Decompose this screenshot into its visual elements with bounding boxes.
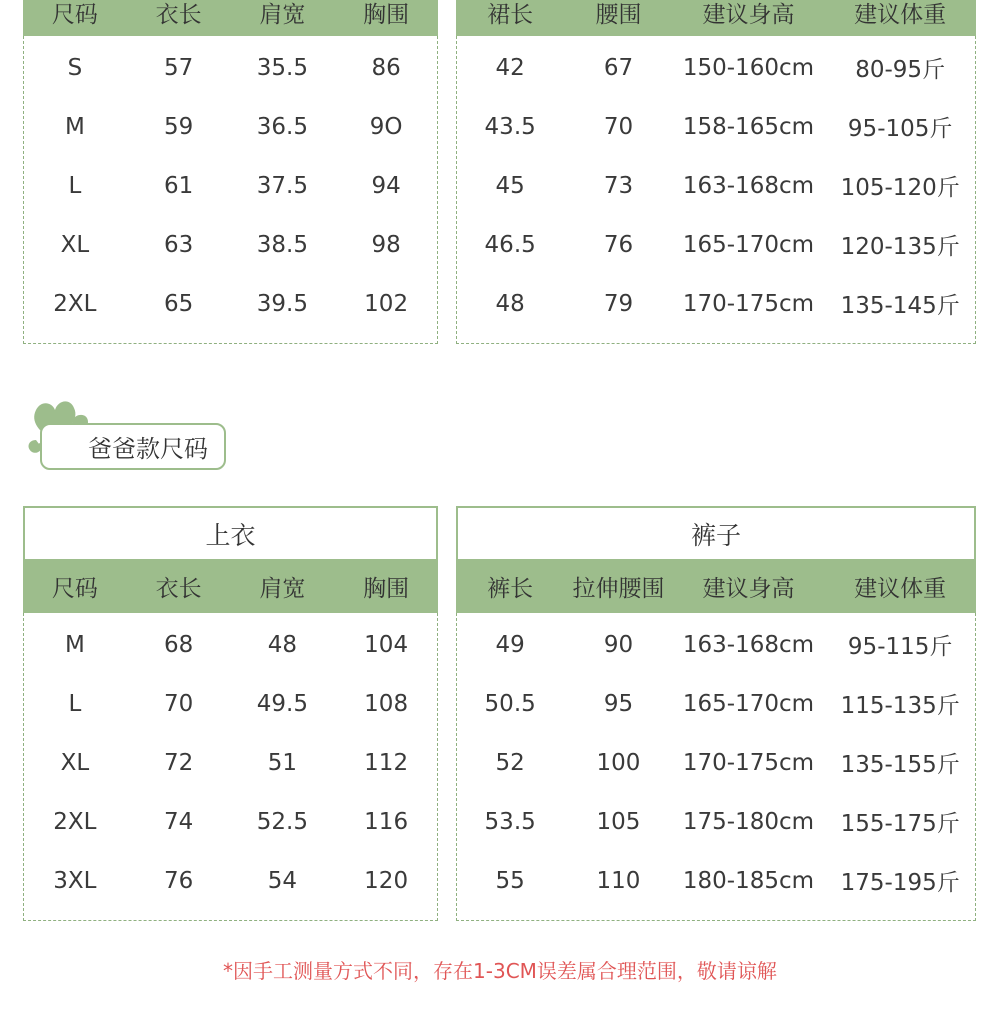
header-cell: 裙长: [487, 1, 534, 28]
cell: 59: [163, 113, 194, 140]
cell: 57: [163, 54, 194, 81]
cell: 61: [163, 172, 194, 199]
cell: 70: [603, 113, 634, 140]
cell: 95: [603, 690, 634, 717]
table-row: [23, 38, 438, 97]
cell: 76: [163, 867, 194, 894]
dad-top-table: [23, 506, 438, 921]
cell: 120-135斤: [840, 234, 960, 260]
cell: 46.5: [484, 231, 536, 258]
cell: 115-135斤: [840, 693, 960, 719]
cell: 175-195斤: [840, 870, 960, 896]
table-row: [23, 674, 438, 733]
cell: S: [67, 54, 83, 81]
header-cell: 尺码: [51, 575, 98, 602]
cell: M: [64, 631, 85, 658]
table-title-text: 裤子: [690, 520, 741, 550]
cell: L: [68, 690, 82, 717]
cell: 163-168cm: [682, 631, 815, 658]
table-row: [456, 38, 976, 97]
cell: 2XL: [53, 808, 97, 835]
header-cell: 拉伸腰围: [572, 575, 665, 602]
table-header: [456, 559, 976, 613]
cell: 95-115斤: [847, 634, 953, 660]
cell: 55: [495, 867, 525, 894]
cell: 150-160cm: [682, 54, 815, 81]
table-row: [456, 615, 976, 674]
cell: 163-168cm: [682, 172, 815, 199]
table-row: [23, 97, 438, 156]
cell: 70: [163, 690, 194, 717]
cell: 73: [603, 172, 634, 199]
cell: 170-175cm: [682, 749, 815, 776]
table-header: [23, 0, 438, 36]
header-cell: 衣长: [155, 575, 202, 602]
cell: 3XL: [53, 867, 97, 894]
cell: 51: [267, 749, 298, 776]
women-skirt-table: [456, 0, 976, 345]
cell: L: [68, 172, 82, 199]
cell: 42: [495, 54, 525, 81]
cell: 165-170cm: [682, 690, 815, 717]
cell: 116: [364, 808, 409, 835]
header-cell: 肩宽: [259, 575, 306, 602]
cell: 135-155斤: [840, 752, 960, 778]
header-cell: 衣长: [155, 1, 202, 28]
measurement-note: *因手工测量方式不同，存在1-3CM误差属合理范围，敬请谅解: [223, 959, 777, 983]
cell: 48: [267, 631, 298, 658]
table-header: [23, 559, 438, 613]
cell: 9O: [369, 113, 403, 140]
cell: 45: [495, 172, 525, 199]
cell: 50.5: [484, 690, 536, 717]
cell: 135-145斤: [840, 293, 960, 319]
cell: 120: [364, 867, 409, 894]
cell: 74: [163, 808, 194, 835]
cell: 108: [364, 690, 409, 717]
header-cell: 裤长: [487, 575, 534, 602]
header-cell: 建议身高: [702, 1, 795, 28]
cell: 36.5: [256, 113, 308, 140]
table-row: [456, 851, 976, 910]
table-row: [23, 733, 438, 792]
table-row: [456, 733, 976, 792]
cell: 86: [371, 54, 401, 81]
cell: 52: [495, 749, 525, 776]
header-cell: 胸围: [363, 575, 410, 602]
cell: 102: [364, 290, 409, 317]
cell: 175-180cm: [682, 808, 815, 835]
header-cell: 腰围: [595, 1, 642, 28]
cell: 49.5: [256, 690, 308, 717]
table-row: [456, 674, 976, 733]
table-row: [23, 792, 438, 851]
section-title-text: 爸爸款尺码: [88, 435, 208, 463]
table-title: [23, 506, 438, 559]
cell: 104: [364, 631, 409, 658]
cell: 49: [495, 631, 525, 658]
cell: XL: [60, 231, 90, 258]
cell: 53.5: [484, 808, 536, 835]
cell: 165-170cm: [682, 231, 815, 258]
cell: 95-105斤: [847, 116, 953, 142]
cell: 112: [364, 749, 409, 776]
table-row: [456, 274, 976, 333]
cell: 63: [163, 231, 194, 258]
header-cell: 肩宽: [259, 1, 306, 28]
cell: 76: [603, 231, 634, 258]
table-row: [456, 792, 976, 851]
header-cell: 建议体重: [854, 575, 947, 602]
table-row: [23, 274, 438, 333]
cell: 94: [371, 172, 401, 199]
header-cell: 尺码: [51, 1, 98, 28]
dad-pants-table: [456, 506, 976, 921]
header-cell: 建议身高: [702, 575, 795, 602]
cell: 90: [603, 631, 634, 658]
table-title: [456, 506, 976, 559]
cell: 2XL: [53, 290, 97, 317]
cell: 105-120斤: [840, 175, 960, 201]
cell: 54: [267, 867, 298, 894]
cell: 79: [603, 290, 634, 317]
cell: 37.5: [256, 172, 308, 199]
table-row: [23, 156, 438, 215]
table-title-text: 上衣: [205, 520, 256, 550]
cell: 110: [596, 867, 641, 894]
cell: 68: [163, 631, 194, 658]
header-cell: 建议体重: [854, 1, 947, 28]
table-header: [456, 0, 976, 36]
cell: 67: [603, 54, 634, 81]
cell: XL: [60, 749, 90, 776]
table-row: [23, 851, 438, 910]
cell: M: [64, 113, 85, 140]
table-row: [23, 215, 438, 274]
cell: 180-185cm: [682, 867, 815, 894]
cell: 105: [596, 808, 641, 835]
cell: 48: [495, 290, 525, 317]
cell: 52.5: [256, 808, 308, 835]
header-cell: 胸围: [363, 1, 410, 28]
cell: 39.5: [256, 290, 308, 317]
cell: 38.5: [256, 231, 308, 258]
cell: 80-95斤: [855, 57, 946, 83]
cell: 65: [163, 290, 194, 317]
cell: 43.5: [484, 113, 536, 140]
cell: 158-165cm: [682, 113, 815, 140]
table-row: [456, 156, 976, 215]
table-row: [456, 97, 976, 156]
table-row: [456, 215, 976, 274]
cell: 100: [596, 749, 641, 776]
section-title: [40, 423, 226, 470]
cell: 35.5: [256, 54, 308, 81]
table-row: [23, 615, 438, 674]
cell: 170-175cm: [682, 290, 815, 317]
cell: 72: [163, 749, 194, 776]
women-top-table: [23, 0, 438, 345]
cell: 98: [371, 231, 401, 258]
cell: 155-175斤: [840, 811, 960, 837]
